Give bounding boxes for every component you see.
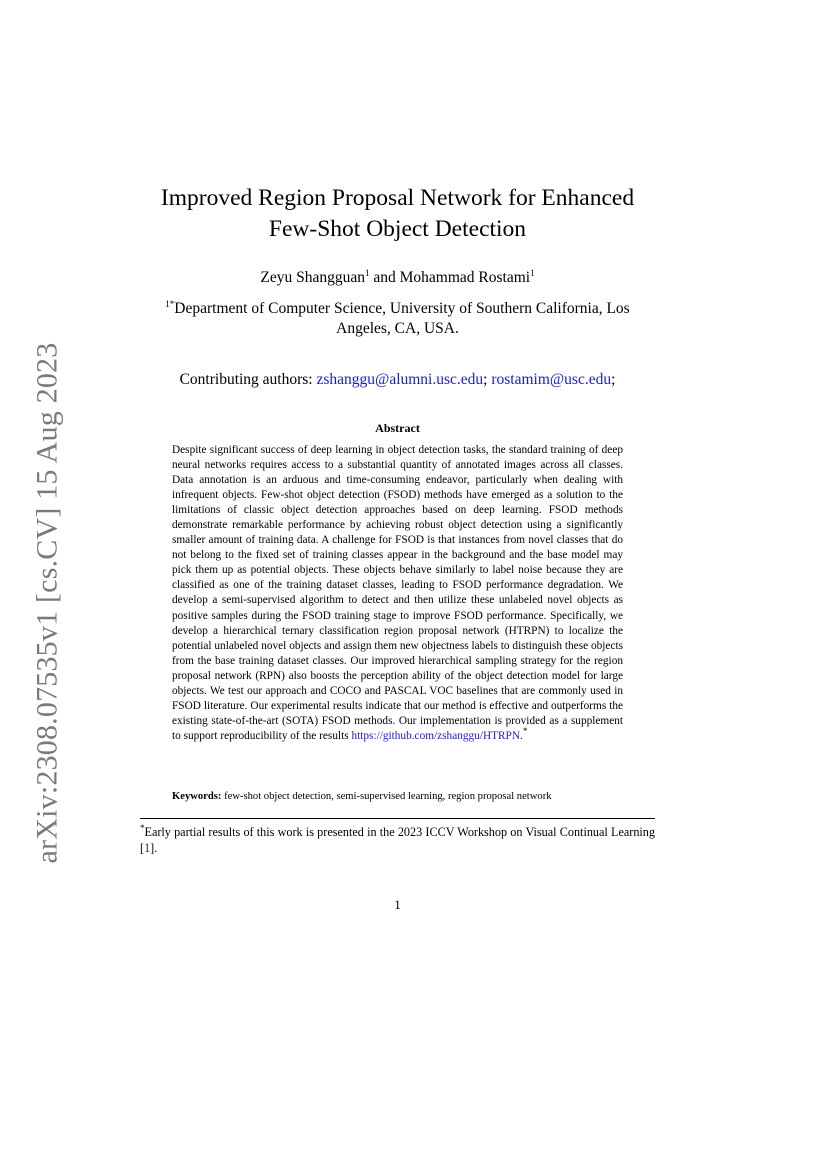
footnote — [140, 824, 655, 856]
footnote-mark: * — [140, 822, 145, 833]
footnote-end: ]. — [150, 841, 158, 855]
email-link-2[interactable]: rostamim@usc.edu — [491, 371, 612, 388]
author-list — [140, 268, 655, 288]
author-name-2: Mohammad Rostami — [399, 269, 531, 286]
title-line-1: Improved Region Proposal Network for Enhanced — [160, 185, 635, 211]
author-1-affil-mark: 1 — [365, 267, 370, 278]
arxiv-watermark — [24, 342, 70, 864]
page-number: 1 — [394, 897, 401, 912]
author-name-1: Zeyu Shangguan — [260, 269, 365, 286]
code-repo-link[interactable]: https://github.com/zshanggu/HTRPN — [351, 729, 520, 742]
author-conjunction: and — [369, 269, 400, 286]
footnote-rule — [140, 818, 655, 819]
arxiv-watermark-text: arXiv:2308.07535v1 [cs.CV] 15 Aug 2023 — [30, 342, 63, 864]
paper-title — [140, 183, 655, 245]
affiliation-text: Department of Computer Science, University of Southern California, Los Angeles, CA, USA. — [174, 300, 630, 337]
citation-link-1[interactable]: 1 — [144, 841, 151, 855]
email-link-1[interactable]: zshanggu@alumni.usc.edu — [316, 371, 484, 388]
email-separator: ; — [483, 371, 492, 388]
abstract-footnote-mark: * — [522, 726, 528, 737]
keywords — [172, 790, 623, 804]
abstract-heading: Abstract — [375, 421, 420, 435]
contributing-authors — [140, 370, 655, 390]
keywords-text: few-shot object detection, semi-supervised learning, region proposal network — [221, 791, 552, 802]
footnote-text: Early partial results of this work is presented in the 2023 ICCV Workshop on Visual Continual Learning [ — [140, 825, 655, 855]
abstract-body — [172, 443, 623, 744]
affiliation — [155, 299, 640, 339]
abstract-text: Despite significant success of deep learning in object detection tasks, the standard training of deep neural networks requires access to a substantial quantity of annotated images across all classes. Data annotation is an arduous and time-consuming endeavor, particularly when dealing with infrequent objects. Few-shot object detection (FSOD) methods have emerged as a solution to the limitations of classic object detection approaches based on deep learning. FSOD methods demonstrate remarkable performance by achieving robust object detection using a significantly smaller amount of training data. A challenge for FSOD is that instances from novel classes that do not belong to the fixed set of training classes appear in the background and the base model may pick them up as potential objects. These objects behave similarly to label noise because they are classified as one of the training dataset classes, leading to FSOD performance degradation. We develop a semi-supervised algorithm to detect and then utilize these unlabeled novel objects as positive samples during the FSOD training stage to improve FSOD performance. Specifically, we develop a hierarchical ternary classification region proposal network (HTRPN) to localize the potential unlabeled novel objects and assign them new objectness labels to distinguish these objects from the base training dataset classes. Our improved hierarchical sampling strategy for the region proposal network (RPN) also boosts the perception ability of the object detection model for large objects. We test our approach and COCO and PASCAL VOC baselines that are commonly used in FSOD literature. Our experimental results indicate that our method is effective and outperforms the existing state-of-the-art (SOTA) FSOD methods. Our implementation is provided as a supplement to support reproducibility of the results — [172, 444, 623, 742]
author-2-affil-mark: 1 — [530, 267, 535, 278]
keywords-label: Keywords: — [172, 791, 222, 802]
title-line-2: Few-Shot Object Detection — [268, 216, 527, 242]
email-end: ; — [611, 371, 616, 388]
contributing-label: Contributing authors: — [179, 371, 317, 388]
abstract-link-period: . — [519, 729, 523, 742]
affiliation-mark: 1* — [165, 298, 175, 309]
